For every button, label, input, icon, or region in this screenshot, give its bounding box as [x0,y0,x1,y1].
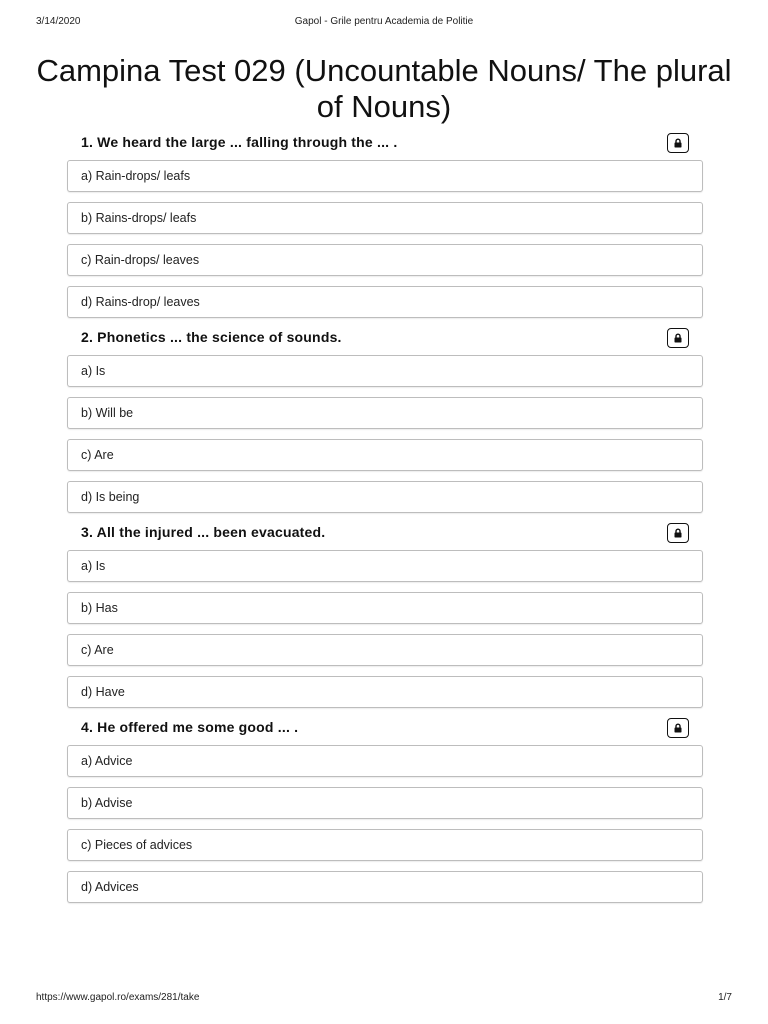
lock-icon[interactable] [667,718,689,738]
question-text: 2. Phonetics ... the science of sounds. [81,329,342,345]
answer-option[interactable]: d) Advices [67,871,703,903]
answer-option[interactable]: a) Advice [67,745,703,777]
question [67,518,703,708]
answer-option[interactable]: d) Have [67,676,703,708]
lock-icon[interactable] [667,523,689,543]
answer-option[interactable]: b) Rains-drops/ leafs [67,202,703,234]
answer-option[interactable]: a) Is [67,355,703,387]
lock-icon[interactable] [667,133,689,153]
question-text: 1. We heard the large ... falling through the ... . [81,134,398,150]
question [67,128,703,318]
answer-option[interactable]: b) Has [67,592,703,624]
question-text: 4. He offered me some good ... . [81,719,299,735]
question-text: 3. All the injured ... been evacuated. [81,524,326,540]
page-url: https://www.gapol.ro/exams/281/take [36,992,200,1003]
answer-option[interactable]: a) Rain-drops/ leafs [67,160,703,192]
answer-option[interactable]: b) Will be [67,397,703,429]
question-header [67,323,703,355]
print-page-title: Gapol - Grile pentru Academia de Politie [294,16,474,27]
question-header [67,128,703,160]
print-header [36,16,732,30]
question-header [67,713,703,745]
answer-option[interactable]: c) Are [67,634,703,666]
quiz [67,128,703,908]
answer-option[interactable]: d) Is being [67,481,703,513]
question [67,323,703,513]
answer-option[interactable]: d) Rains-drop/ leaves [67,286,703,318]
answer-option[interactable]: a) Is [67,550,703,582]
page-title: Campina Test 029 (Uncountable Nouns/ The plural of Nouns) [36,53,732,124]
answer-option[interactable]: c) Are [67,439,703,471]
lock-icon[interactable] [667,328,689,348]
answer-option[interactable]: b) Advise [67,787,703,819]
question-header [67,518,703,550]
print-footer [36,992,732,1006]
question [67,713,703,903]
answer-option[interactable]: c) Pieces of advices [67,829,703,861]
print-date: 3/14/2020 [36,16,81,27]
answer-option[interactable]: c) Rain-drops/ leaves [67,244,703,276]
page-number: 1/7 [718,992,732,1003]
